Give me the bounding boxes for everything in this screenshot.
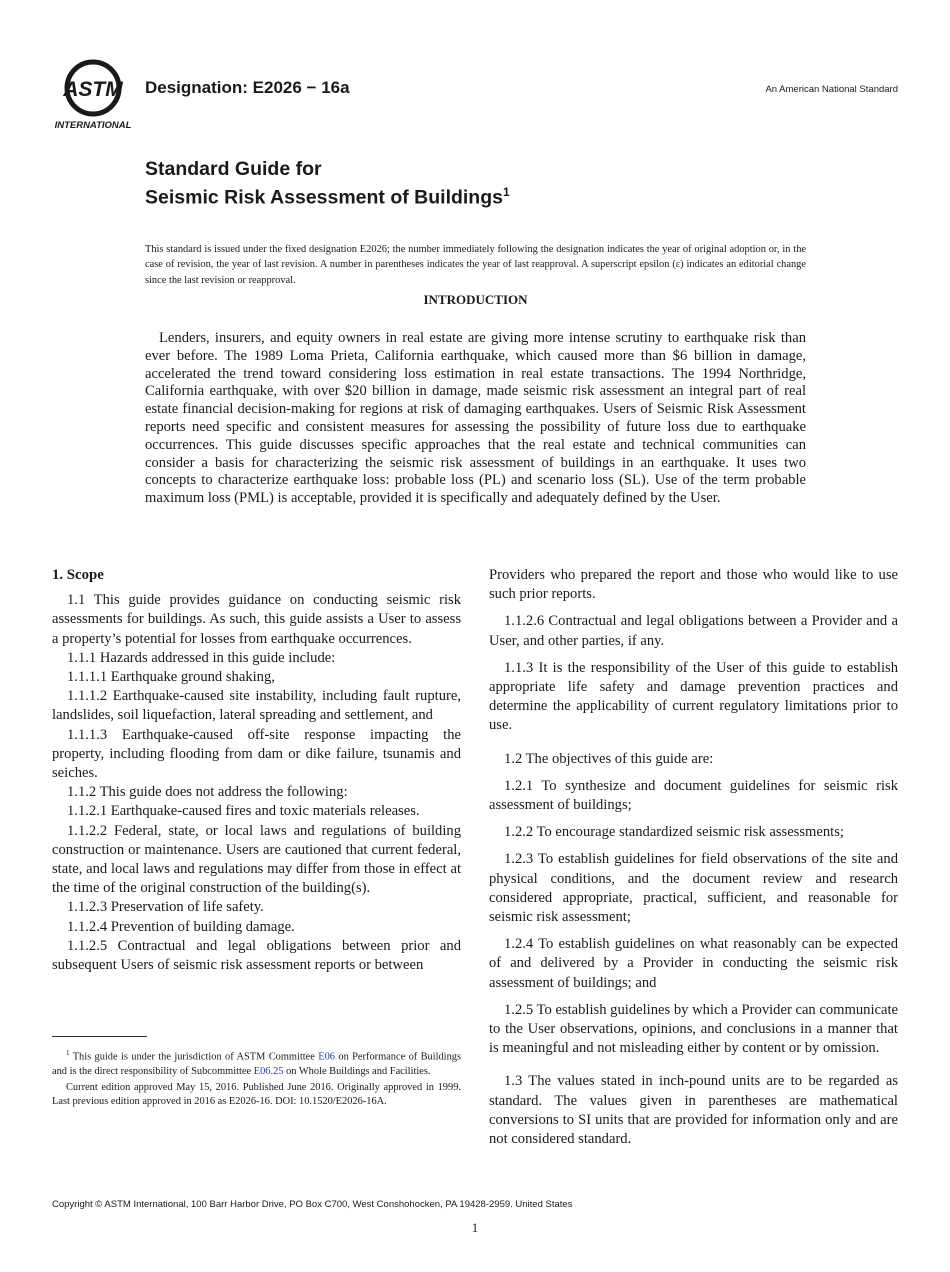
para-1-2-3: 1.2.3 To establish guidelines for field observations of the site and physical conditions, and the document review and research considered appropriate, practical, sufficient, and reasonable for seismic risk assessment; — [489, 851, 898, 926]
para-1-2-1: 1.2.1 To synthesize and document guidelines for seismic risk assessment of buildings; — [489, 777, 898, 814]
introduction-heading: INTRODUCTION — [423, 292, 528, 307]
para-1-1-1: 1.1.1 Hazards addressed in this guide include: — [67, 649, 336, 666]
footnote-1-part-c: on Whole Buildings and Facilities. — [286, 1065, 431, 1077]
edition-note: Current edition approved May 15, 2016. Published June 2016. Originally approved in 1999. Last previous edition approved in 2016 as E2026-16. DOI: 10.1520/E2026-16A. — [52, 1081, 461, 1108]
footnote-1 — [52, 1046, 461, 1079]
para-1-1-1-1: 1.1.1.1 Earthquake ground shaking, — [67, 669, 275, 686]
subcommittee-link[interactable]: E06.25 — [253, 1065, 284, 1077]
footnote-1-part-a: This guide is under the jurisdiction of ASTM Committee — [72, 1051, 315, 1063]
para-1-1-2-3: 1.1.2.3 Preservation of life safety. — [67, 899, 264, 916]
para-1-1-2-5: 1.1.2.5 Contractual and legal obligations between prior and subsequent Users of seismic risk assessment reports or between — [52, 937, 461, 974]
para-1-1-2-1: 1.1.2.1 Earthquake-caused fires and toxic materials releases. — [67, 803, 420, 820]
footnote-mark: 1 — [66, 1049, 70, 1057]
para-1-1-1-2: 1.1.1.2 Earthquake-caused site instability, including fault rupture, landslides, soil liquefaction, lateral spreading and settlement, and — [52, 688, 461, 724]
para-1-2-2: 1.2.2 To encourage standardized seismic risk assessments; — [504, 824, 844, 841]
para-1-2-5: 1.2.5 To establish guidelines by which a Provider can communicate to the User observations, opinions, and conclusions in a manner that is meaningful and not misleading either by content or by omission. — [489, 1001, 898, 1057]
footnotes — [52, 1046, 461, 1111]
left-column — [52, 566, 461, 975]
astm-logo — [52, 58, 134, 132]
issuance-note: This standard is issued under the fixed designation E2026; the number immediately following the designation indicates the year of original adoption or, in the case of revision, the year of last revision. A number in parentheses indicates the year of last reapproval. A superscript epsilon (ε) indicates an editorial change since the last revision or reapproval. — [145, 244, 806, 286]
logo-text-bottom: INTERNATIONAL — [54, 120, 132, 131]
para-1-1-2-5-continued: Providers who prepared the report and those who would like to use such prior reports. — [489, 567, 898, 603]
title-line-2 — [145, 181, 510, 210]
footnote-1-part-b: on Performance of Buildings and is the direct responsibility of Subcommittee — [52, 1051, 461, 1077]
para-1-3: 1.3 The values stated in inch-pound units are to be regarded as standard. The values given in parentheses are mathematical conversions to SI units that are provided for information only and are not considered standard. — [489, 1073, 898, 1148]
national-standard-label: An American National Standard — [765, 84, 898, 95]
title-line-2-text: Seismic Risk Assessment of Buildings — [145, 186, 503, 209]
logo-text-top: ASTM — [63, 78, 123, 101]
para-1-1-2-2: 1.1.2.2 Federal, state, or local laws and regulations of building construction or maintenance. Users are cautioned that current federal, state, and local laws and regulations may differ from those in effect at the time of the original construction of the building(s). — [52, 822, 461, 897]
committee-link[interactable]: E06 — [318, 1051, 335, 1063]
para-1-1-3: 1.1.3 It is the responsibility of the User of this guide to establish appropriate life safety and damage prevention practices and determine the applicability of current regulatory limitations prior to use. — [489, 659, 898, 734]
para-1-1-2: 1.1.2 This guide does not address the following: — [67, 784, 348, 801]
designation: Designation: E2026 − 16a — [145, 78, 350, 97]
copyright-notice: Copyright © ASTM International, 100 Barr Harbor Drive, PO Box C700, West Conshohocken, PA 19428-2959. United States — [52, 1199, 573, 1210]
para-1-2-4: 1.2.4 To establish guidelines on what reasonably can be expected of and delivered by a Provider in conducting the seismic risk assessment of buildings; and — [489, 936, 898, 991]
title-footnote-mark: 1 — [502, 185, 510, 199]
right-column — [489, 566, 898, 1149]
introduction-text: Lenders, insurers, and equity owners in real estate are giving more intense scrutiny to earthquake risk than ever before. The 1989 Loma Prieta, California earthquake, which caused more than $6 billion in damage, accelerated the trend toward considering loss estimation in real estate transactions. The 1994 Northridge, California earthquake, with over $20 billion in damage, made seismic risk assessment an integral part of real estate financial decision-making for regions at risk of damaging earthquakes. Users of Seismic Risk Assessment reports need specific and consistent measures for assessing the possibility of future loss due to earthquake occurrences. This guide discusses specific approaches that the real estate and technical communities can consider a basis for characterizing the seismic risk assessment of buildings in an earthquake. It uses two concepts to characterize earthquake loss: probable loss (PL) and scenario loss (SL). Use of the term probable maximum loss (PML) is acceptable, provided it is specifically and adequately defined by the User. — [145, 330, 806, 507]
para-1-1: 1.1 This guide provides guidance on conducting seismic risk assessments for buildings. As such, this guide assists a User to assess a property’s potential for losses from earthquake occurrences. — [52, 592, 461, 647]
scope-heading: 1. Scope — [52, 567, 104, 583]
title-line-1: Standard Guide for — [145, 158, 322, 180]
para-1-1-2-4: 1.1.2.4 Prevention of building damage. — [67, 918, 295, 935]
footnote-divider — [52, 1036, 147, 1037]
para-1-2: 1.2 The objectives of this guide are: — [504, 750, 714, 767]
para-1-1-1-3: 1.1.1.3 Earthquake-caused off-site response impacting the property, including flooding from dam or dike failure, tsunamis and seiches. — [52, 726, 461, 782]
document-title — [145, 158, 510, 210]
page-number: 1 — [471, 1220, 479, 1235]
para-1-1-2-6: 1.1.2.6 Contractual and legal obligations between a Provider and a User, and other parties, if any. — [489, 613, 898, 649]
